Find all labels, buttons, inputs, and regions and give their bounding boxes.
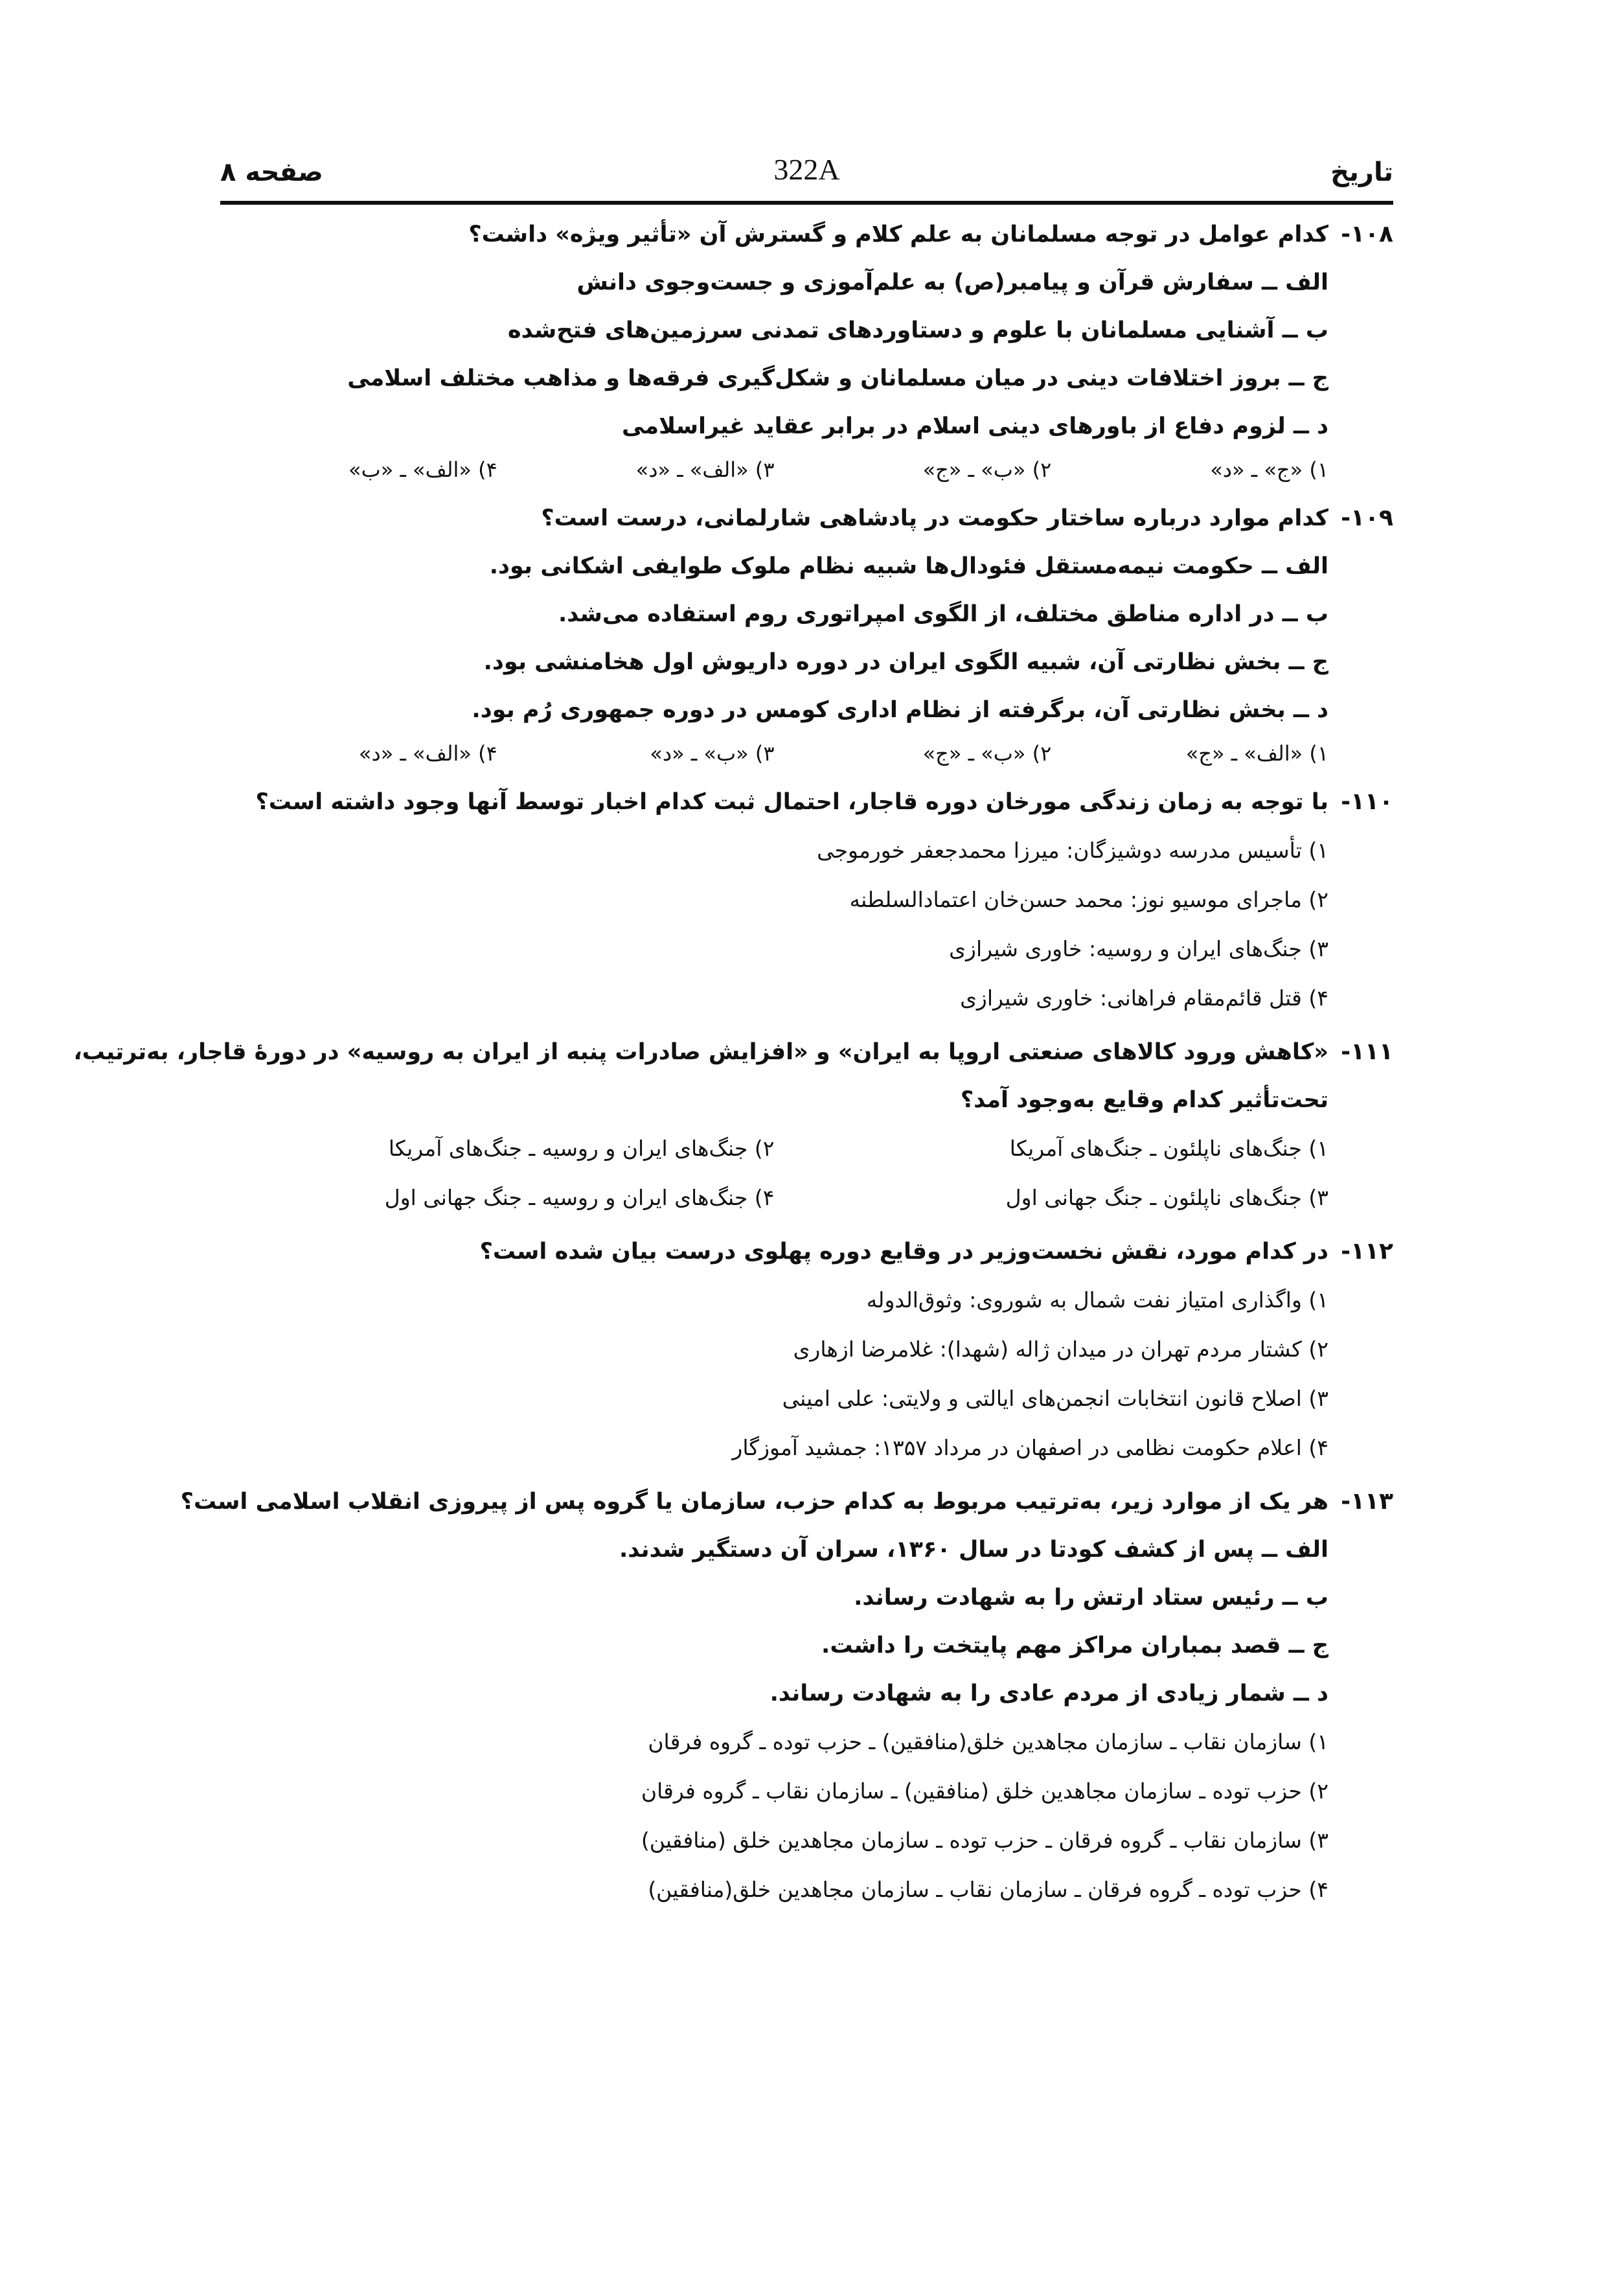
question-stem	[220, 1228, 1393, 1276]
answer-option-1[interactable]: ۱) «الف» ـ «ج»	[1185, 741, 1328, 766]
statement-item: الف ــ سفارش قرآن و پیامبر(ص) به علم‌آموزی و جست‌وجوی دانش	[576, 270, 1328, 295]
answer-option-1[interactable]: ۱) «ج» ـ «د»	[1210, 457, 1328, 482]
question-text-continued: تحت‌تأثیر کدام وقایع به‌وجود آمد؟	[960, 1087, 1328, 1113]
question-stem	[73, 1028, 1393, 1076]
answer-option-3[interactable]: ۳) «الف» ـ «د»	[635, 457, 775, 482]
answer-option-3[interactable]: ۳) «ب» ـ «د»	[650, 741, 775, 766]
answer-option-3[interactable]: ۳) جنگ‌های ناپلئون ـ جنگ جهانی اول	[1005, 1185, 1328, 1210]
question-stem	[220, 494, 1393, 542]
answer-options	[220, 734, 1393, 773]
question-113	[180, 1478, 1393, 1914]
question-number: ۱۱۱-	[1341, 1039, 1393, 1065]
answer-option-1[interactable]: ۱) جنگ‌های ناپلئون ـ جنگ‌های آمریکا	[1009, 1136, 1328, 1161]
statement-item: د ــ لزوم دفاع از باورهای دینی اسلام در برابر عقاید غیراسلامی	[621, 413, 1328, 439]
questions-area	[73, 211, 1393, 1920]
statement-item: الف ــ حکومت نیمه‌مستقل فئودال‌ها شبیه نظام ملوک طوایفی اشکانی بود.	[489, 553, 1328, 579]
answer-option-4[interactable]: ۴) اعلام حکومت نظامی در اصفهان در مرداد ۱۳۵۷: جمشید آموزگار	[732, 1435, 1328, 1460]
question-108	[220, 211, 1393, 489]
statement-item: ج ــ قصد بمباران مراکز مهم پایتخت را داشت.	[821, 1633, 1328, 1659]
question-text: کدام موارد درباره ساختار حکومت در پادشاهی شارلمانی، درست است؟	[541, 505, 1328, 531]
question-number: ۱۱۳-	[1341, 1488, 1393, 1515]
answer-option-1[interactable]: ۱) تأسیس مدرسه دوشیزگان: میرزا محمدجعفر خورموجی	[817, 838, 1328, 863]
statement-item: د ــ بخش نظارتی آن، برگرفته از نظام اداری کومس در دوره جمهوری رُم بود.	[472, 697, 1328, 723]
answer-options	[220, 1124, 1393, 1223]
answer-option-2[interactable]: ۲) جنگ‌های ایران و روسیه ـ جنگ‌های آمریکا	[388, 1136, 775, 1161]
question-110	[220, 778, 1393, 1023]
statement-item: ج ــ بروز اختلافات دینی در میان مسلمانان و شکل‌گیری فرقه‌ها و مذاهب مختلف اسلامی	[347, 365, 1328, 391]
answer-option-4[interactable]: ۴) قتل قائم‌مقام فراهانی: خاوری شیرازی	[960, 985, 1328, 1011]
statement-item: د ــ شمار زیادی از مردم عادی را به شهادت رساند.	[769, 1681, 1328, 1706]
answer-option-1[interactable]: ۱) واگذاری امتیاز نفت شمال به شوروی: وثوق‌الدوله	[866, 1287, 1328, 1313]
question-text: «کاهش ورود کالاهای صنعتی اروپا به ایران» و «افزایش صادرات پنبه از ایران به روسیه» در دورهٔ قاجار، به‌ترتیب،	[73, 1039, 1328, 1065]
answer-option-3[interactable]: ۳) جنگ‌های ایران و روسیه: خاوری شیرازی	[949, 936, 1328, 961]
statement-item: ب ــ رئیس ستاد ارتش را به شهادت رساند.	[854, 1585, 1328, 1611]
question-text: هر یک از موارد زیر، به‌ترتیب مربوط به کدام حزب، سازمان یا گروه پس از پیروزی انقلاب اسلامی است؟	[180, 1489, 1328, 1515]
header-rule	[220, 201, 1393, 205]
statement-item: ج ــ بخش نظارتی آن، شبیه الگوی ایران در دوره داریوش اول هخامنشی بود.	[483, 649, 1328, 675]
question-stem	[220, 211, 1393, 258]
subject-title: تاریخ	[1330, 157, 1393, 187]
question-number: ۱۱۲-	[1341, 1238, 1393, 1265]
answer-option-4[interactable]: ۴) «الف» ـ «د»	[358, 741, 497, 766]
booklet-code: 322A	[773, 153, 840, 186]
question-text: در کدام مورد، نقش نخست‌وزیر در وقایع دوره پهلوی درست بیان شده است؟	[479, 1239, 1328, 1265]
statement-item: ب ــ آشنایی مسلمانان با علوم و دستاوردهای تمدنی سرزمین‌های فتح‌شده	[507, 317, 1328, 343]
answer-option-2[interactable]: ۲) ماجرای موسیو نوز: محمد حسن‌خان اعتمادالسلطنه	[849, 887, 1328, 912]
answer-option-2[interactable]: ۲) حزب توده ـ سازمان مجاهدین خلق (منافقین) ـ سازمان نقاب ـ گروه فرقان	[641, 1778, 1328, 1804]
answer-option-4[interactable]: ۴) جنگ‌های ایران و روسیه ـ جنگ جهانی اول	[384, 1185, 775, 1210]
answer-option-3[interactable]: ۳) اصلاح قانون انتخابات انجمن‌های ایالتی و ولایتی: علی امینی	[782, 1386, 1328, 1411]
answer-option-4[interactable]: ۴) حزب توده ـ گروه فرقان ـ سازمان نقاب ـ سازمان مجاهدین خلق(منافقین)	[648, 1877, 1328, 1902]
answer-option-3[interactable]: ۳) سازمان نقاب ـ گروه فرقان ـ حزب توده ـ سازمان مجاهدین خلق (منافقین)	[641, 1828, 1328, 1853]
answer-option-1[interactable]: ۱) سازمان نقاب ـ سازمان مجاهدین خلق(منافقین) ـ حزب توده ـ گروه فرقان	[648, 1729, 1328, 1754]
answer-option-2[interactable]: ۲) «ب» ـ «ج»	[922, 741, 1052, 766]
question-number: ۱۱۰-	[1341, 788, 1393, 815]
answer-option-2[interactable]: ۲) کشتار مردم تهران در میدان ژاله (شهدا): غلامرضا ازهاری	[793, 1337, 1328, 1362]
answer-options	[220, 450, 1393, 489]
question-109	[220, 494, 1393, 773]
question-text: با توجه به زمان زندگی مورخان دوره قاجار، احتمال ثبت کدام اخبار توسط آنها وجود داشته است؟	[255, 789, 1328, 815]
question-stem	[180, 1478, 1393, 1526]
answer-option-2[interactable]: ۲) «ب» ـ «ج»	[922, 457, 1052, 482]
statement-item: الف ــ پس از کشف کودتا در سال ۱۳۶۰، سران آن دستگیر شدند.	[619, 1537, 1328, 1563]
statement-item: ب ــ در اداره مناطق مختلف، از الگوی امپراتوری روم استفاده می‌شد.	[558, 601, 1328, 627]
question-number: ۱۰۹-	[1341, 505, 1393, 531]
page-header	[220, 139, 1393, 201]
page-number: صفحه ۸	[220, 157, 323, 187]
question-111	[73, 1028, 1393, 1223]
question-text: کدام عوامل در توجه مسلمانان به علم کلام و گسترش آن «تأثیر ویژه» داشت؟	[468, 222, 1328, 247]
answer-option-4[interactable]: ۴) «الف» ـ «ب»	[348, 457, 497, 482]
question-112	[220, 1228, 1393, 1473]
question-number: ۱۰۸-	[1341, 221, 1393, 247]
question-stem	[220, 778, 1393, 826]
